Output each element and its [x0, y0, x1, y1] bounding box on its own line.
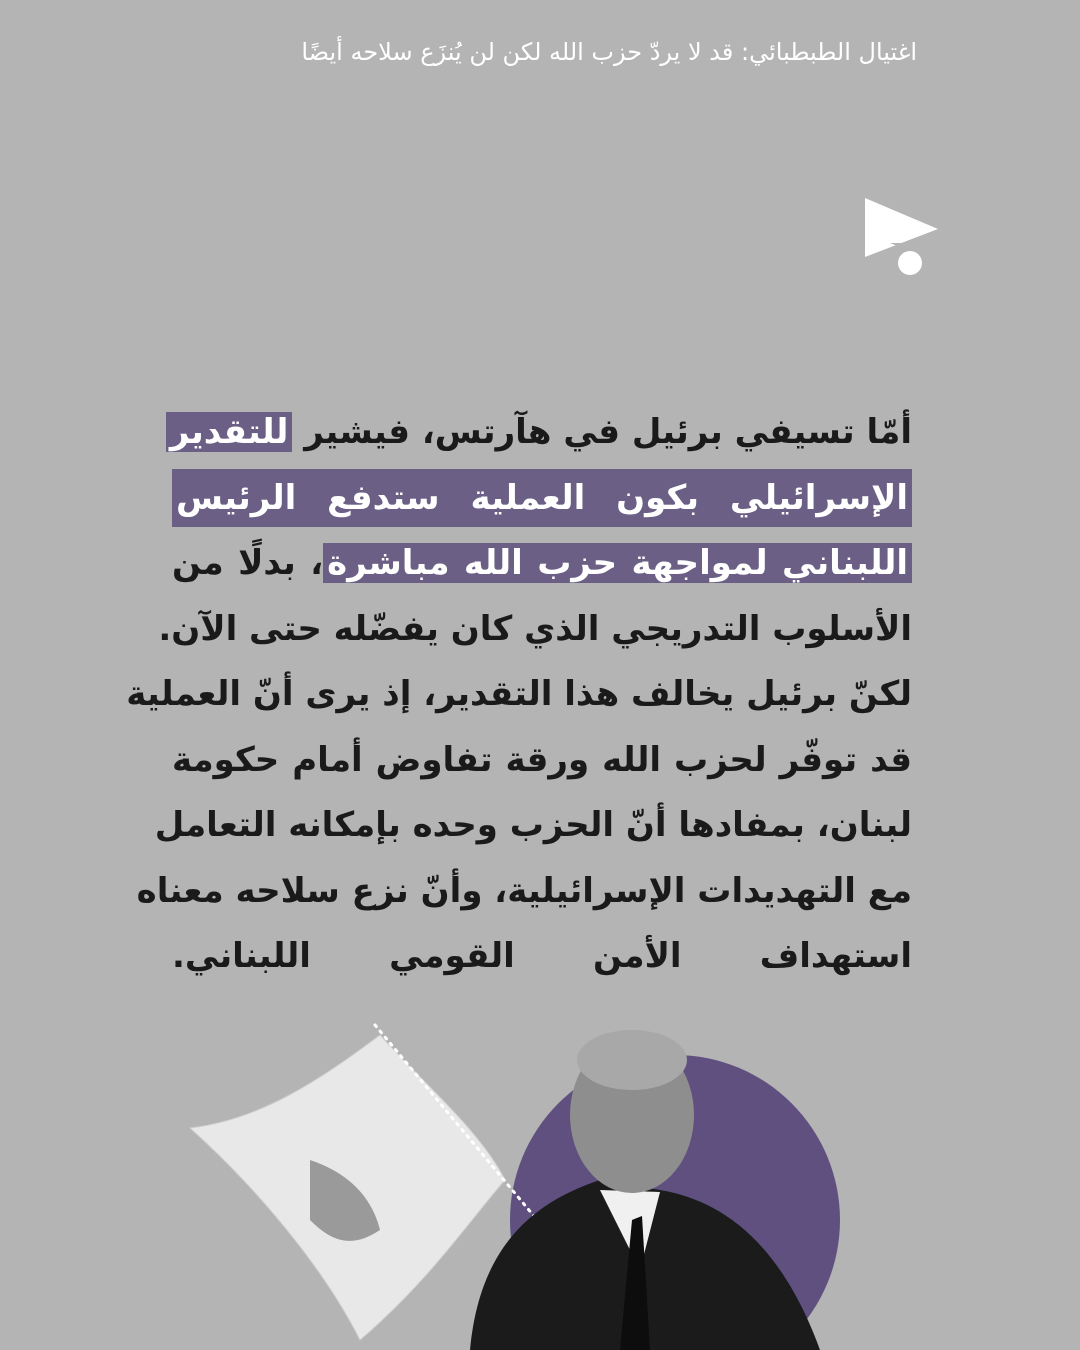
- article-text: [126, 403, 912, 993]
- text-line: مع التهديدات الإسرائيلية، وأنّ نزع سلاحه معناه: [136, 870, 912, 911]
- highlighted-text: اللبناني لمواجهة حزب الله مباشرة: [323, 543, 912, 583]
- highlighted-text: الإسرائيلي بكون العملية ستدفع الرئيس: [172, 469, 912, 527]
- text-line: استهداف الأمن القومي اللبناني.: [172, 936, 912, 976]
- text-plain: ، بدلًا من: [172, 543, 324, 583]
- text-line: [172, 534, 912, 600]
- highlighted-text: للتقدير: [166, 412, 293, 452]
- text-line: لبنان، بمفادها أنّ الحزب وحده بإمكانه التعامل: [154, 805, 912, 845]
- play-dot-logo-icon: [860, 195, 940, 280]
- text-line: الأسلوب التدريجي الذي كان يفضّله حتى الآن.: [158, 608, 912, 649]
- flag-image: [190, 1035, 505, 1340]
- text-line: لكنّ برئيل يخالف هذا التقدير، إذ يرى أنّ العملية: [126, 674, 912, 714]
- text-plain: أمّا تسيفي برئيل في هآرتس، فيشير: [304, 412, 912, 452]
- text-line: قد توفّر لحزب الله ورقة تفاوض أمام حكومة: [172, 739, 912, 780]
- text-line: [172, 469, 912, 535]
- post-title: اغتيال الطبطبائي: قد لا يردّ حزب الله لكن لن يُنزَع سلاحه أيضًا: [301, 38, 917, 66]
- photo-collage: [180, 1020, 900, 1350]
- text-line: [169, 403, 912, 469]
